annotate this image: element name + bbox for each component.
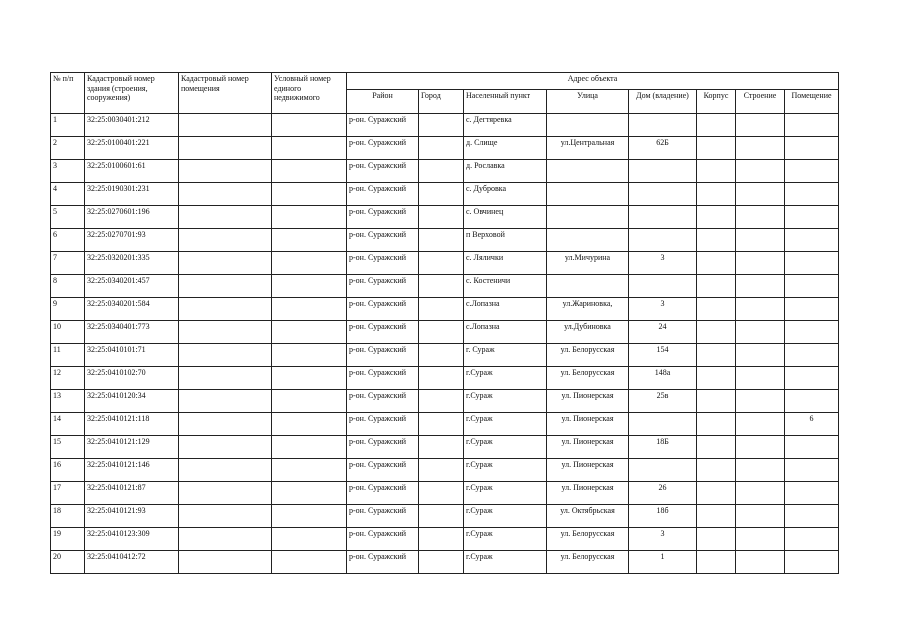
cell-house: 18б: [629, 505, 697, 528]
cell-city: [419, 528, 464, 551]
cell-num: 17: [51, 482, 85, 505]
table-row: [51, 367, 839, 390]
cell-building-cadastral: 32:25:0410101:71: [85, 344, 179, 367]
cell-korpus: [697, 298, 736, 321]
cell-conditional-number: [272, 528, 347, 551]
table-row: [51, 390, 839, 413]
cell-district: р-он. Суражский: [347, 183, 419, 206]
cell-korpus: [697, 114, 736, 137]
cell-street: ул.Центральная: [547, 137, 629, 160]
table-row: [51, 275, 839, 298]
cell-locality: д. Слище: [464, 137, 547, 160]
cell-stroenie: [736, 137, 785, 160]
cell-street: [547, 160, 629, 183]
cell-house: 26: [629, 482, 697, 505]
cell-city: [419, 436, 464, 459]
cell-city: [419, 160, 464, 183]
cell-korpus: [697, 344, 736, 367]
cell-pomeshchenie: [785, 321, 839, 344]
header-stroenie: Строение: [736, 90, 785, 114]
header-building-cadastral: Кадастровый номер здания (строения, сооружения): [85, 73, 179, 114]
cell-house: 24: [629, 321, 697, 344]
cell-premises-cadastral: [179, 528, 272, 551]
cell-street: ул.Жариновка,: [547, 298, 629, 321]
header-pomeshchenie: Помещение: [785, 90, 839, 114]
cell-stroenie: [736, 206, 785, 229]
cell-house: [629, 114, 697, 137]
cell-locality: г.Сураж: [464, 551, 547, 574]
cell-city: [419, 252, 464, 275]
cell-street: [547, 206, 629, 229]
table-row: [51, 459, 839, 482]
cell-locality: г.Сураж: [464, 528, 547, 551]
cell-korpus: [697, 413, 736, 436]
cell-premises-cadastral: [179, 160, 272, 183]
cell-building-cadastral: 32:25:0410121:118: [85, 413, 179, 436]
cell-conditional-number: [272, 459, 347, 482]
cell-city: [419, 275, 464, 298]
cell-premises-cadastral: [179, 275, 272, 298]
cell-district: р-он. Суражский: [347, 275, 419, 298]
cell-street: ул. Октябрьская: [547, 505, 629, 528]
cell-building-cadastral: 32:25:0340401:773: [85, 321, 179, 344]
cell-building-cadastral: 32:25:0270601:196: [85, 206, 179, 229]
cell-city: [419, 114, 464, 137]
cell-building-cadastral: 32:25:0410120:34: [85, 390, 179, 413]
cell-korpus: [697, 206, 736, 229]
cell-stroenie: [736, 229, 785, 252]
cell-locality: д. Рославка: [464, 160, 547, 183]
cell-stroenie: [736, 482, 785, 505]
cell-building-cadastral: 32:25:0410412:72: [85, 551, 179, 574]
header-district: Район: [347, 90, 419, 114]
cell-stroenie: [736, 459, 785, 482]
cell-street: ул. Белорусская: [547, 528, 629, 551]
cell-district: р-он. Суражский: [347, 114, 419, 137]
cell-korpus: [697, 528, 736, 551]
cell-num: 4: [51, 183, 85, 206]
cell-conditional-number: [272, 551, 347, 574]
cell-street: ул. Белорусская: [547, 551, 629, 574]
cell-locality: с. Лялички: [464, 252, 547, 275]
table-row: [51, 137, 839, 160]
cell-pomeshchenie: [785, 459, 839, 482]
cell-premises-cadastral: [179, 137, 272, 160]
cell-district: р-он. Суражский: [347, 160, 419, 183]
cell-street: ул. Пионерская: [547, 436, 629, 459]
cell-premises-cadastral: [179, 344, 272, 367]
cell-num: 15: [51, 436, 85, 459]
cell-building-cadastral: 32:25:0410123:309: [85, 528, 179, 551]
table-row: [51, 528, 839, 551]
cell-house: [629, 206, 697, 229]
cell-premises-cadastral: [179, 413, 272, 436]
cell-stroenie: [736, 551, 785, 574]
cell-premises-cadastral: [179, 367, 272, 390]
table-row: [51, 344, 839, 367]
cell-premises-cadastral: [179, 459, 272, 482]
cell-building-cadastral: 32:25:0270701:93: [85, 229, 179, 252]
cell-conditional-number: [272, 367, 347, 390]
cell-building-cadastral: 32:25:0100601:61: [85, 160, 179, 183]
cell-pomeshchenie: [785, 528, 839, 551]
cell-locality: с. Дегтяревка: [464, 114, 547, 137]
header-num: № п/п: [51, 73, 85, 114]
cell-conditional-number: [272, 252, 347, 275]
cell-pomeshchenie: [785, 436, 839, 459]
cell-locality: г.Сураж: [464, 367, 547, 390]
table-row: [51, 436, 839, 459]
cell-district: р-он. Суражский: [347, 551, 419, 574]
cell-num: 7: [51, 252, 85, 275]
cell-street: ул. Белорусская: [547, 367, 629, 390]
cell-korpus: [697, 390, 736, 413]
cell-stroenie: [736, 344, 785, 367]
cell-num: 5: [51, 206, 85, 229]
table-row: [51, 183, 839, 206]
cell-district: р-он. Суражский: [347, 298, 419, 321]
cell-locality: г.Сураж: [464, 482, 547, 505]
cell-house: [629, 275, 697, 298]
cell-korpus: [697, 183, 736, 206]
table-row: [51, 206, 839, 229]
cell-korpus: [697, 229, 736, 252]
cell-premises-cadastral: [179, 505, 272, 528]
cell-city: [419, 321, 464, 344]
cell-locality: п Верховой: [464, 229, 547, 252]
table-row: [51, 229, 839, 252]
cell-premises-cadastral: [179, 229, 272, 252]
cell-street: [547, 229, 629, 252]
cell-building-cadastral: 32:25:0410121:129: [85, 436, 179, 459]
cell-conditional-number: [272, 206, 347, 229]
cell-city: [419, 413, 464, 436]
cell-stroenie: [736, 436, 785, 459]
cell-num: 9: [51, 298, 85, 321]
cell-house: [629, 229, 697, 252]
cell-stroenie: [736, 298, 785, 321]
cell-conditional-number: [272, 183, 347, 206]
cell-conditional-number: [272, 321, 347, 344]
cell-city: [419, 183, 464, 206]
table-row: [51, 160, 839, 183]
cell-korpus: [697, 321, 736, 344]
cell-building-cadastral: 32:25:0340201:584: [85, 298, 179, 321]
cell-premises-cadastral: [179, 252, 272, 275]
header-house: Дом (владение): [629, 90, 697, 114]
cell-building-cadastral: 32:25:0410102:70: [85, 367, 179, 390]
cell-district: р-он. Суражский: [347, 252, 419, 275]
cell-house: [629, 160, 697, 183]
cell-premises-cadastral: [179, 321, 272, 344]
cell-num: 10: [51, 321, 85, 344]
cell-conditional-number: [272, 160, 347, 183]
cell-city: [419, 137, 464, 160]
cell-korpus: [697, 367, 736, 390]
cell-stroenie: [736, 505, 785, 528]
cell-conditional-number: [272, 482, 347, 505]
cell-stroenie: [736, 160, 785, 183]
cell-num: 13: [51, 390, 85, 413]
cell-city: [419, 482, 464, 505]
cell-house: 148а: [629, 367, 697, 390]
cell-korpus: [697, 505, 736, 528]
cell-building-cadastral: 32:25:0410121:93: [85, 505, 179, 528]
cell-house: [629, 459, 697, 482]
cell-city: [419, 206, 464, 229]
cell-house: 3: [629, 298, 697, 321]
cell-num: 12: [51, 367, 85, 390]
cell-premises-cadastral: [179, 114, 272, 137]
table-row: [51, 321, 839, 344]
cell-conditional-number: [272, 137, 347, 160]
table-row: [51, 114, 839, 137]
table-body: [51, 114, 839, 574]
cell-korpus: [697, 482, 736, 505]
cell-korpus: [697, 436, 736, 459]
cell-pomeshchenie: [785, 390, 839, 413]
cell-korpus: [697, 160, 736, 183]
cell-pomeshchenie: [785, 229, 839, 252]
cell-num: 1: [51, 114, 85, 137]
cell-stroenie: [736, 413, 785, 436]
cell-district: р-он. Суражский: [347, 505, 419, 528]
cell-city: [419, 505, 464, 528]
cell-house: 3: [629, 528, 697, 551]
cell-num: 8: [51, 275, 85, 298]
cell-conditional-number: [272, 298, 347, 321]
cell-city: [419, 551, 464, 574]
cell-street: ул. Пионерская: [547, 390, 629, 413]
cell-korpus: [697, 275, 736, 298]
cell-stroenie: [736, 252, 785, 275]
cell-pomeshchenie: [785, 505, 839, 528]
cell-locality: г.Сураж: [464, 505, 547, 528]
cell-locality: г.Сураж: [464, 436, 547, 459]
cell-pomeshchenie: [785, 344, 839, 367]
cell-num: 3: [51, 160, 85, 183]
cell-district: р-он. Суражский: [347, 413, 419, 436]
table-row: [51, 298, 839, 321]
cell-conditional-number: [272, 344, 347, 367]
cell-pomeshchenie: [785, 275, 839, 298]
cell-house: [629, 183, 697, 206]
header-premises-cadastral: Кадастровый номер помещения: [179, 73, 272, 114]
cell-pomeshchenie: 6: [785, 413, 839, 436]
cell-street: ул. Белорусская: [547, 344, 629, 367]
cell-num: 2: [51, 137, 85, 160]
property-registry-table: [50, 72, 839, 574]
cell-locality: с. Дубровка: [464, 183, 547, 206]
cell-building-cadastral: 32:25:0190301:231: [85, 183, 179, 206]
cell-house: 3: [629, 252, 697, 275]
cell-num: 14: [51, 413, 85, 436]
cell-building-cadastral: 32:25:0410121:146: [85, 459, 179, 482]
cell-premises-cadastral: [179, 482, 272, 505]
cell-premises-cadastral: [179, 183, 272, 206]
cell-building-cadastral: 32:25:0030401:212: [85, 114, 179, 137]
header-korpus: Корпус: [697, 90, 736, 114]
cell-city: [419, 459, 464, 482]
cell-stroenie: [736, 367, 785, 390]
header-conditional-number: Условный номер единого недвижимого: [272, 73, 347, 114]
cell-building-cadastral: 32:25:0100401:221: [85, 137, 179, 160]
cell-stroenie: [736, 114, 785, 137]
table-row: [51, 551, 839, 574]
cell-locality: г. Сураж: [464, 344, 547, 367]
cell-conditional-number: [272, 114, 347, 137]
cell-num: 11: [51, 344, 85, 367]
cell-conditional-number: [272, 390, 347, 413]
cell-conditional-number: [272, 229, 347, 252]
cell-num: 6: [51, 229, 85, 252]
cell-building-cadastral: 32:25:0320201:335: [85, 252, 179, 275]
cell-district: р-он. Суражский: [347, 390, 419, 413]
cell-city: [419, 298, 464, 321]
cell-district: р-он. Суражский: [347, 436, 419, 459]
cell-pomeshchenie: [785, 298, 839, 321]
cell-stroenie: [736, 528, 785, 551]
cell-premises-cadastral: [179, 551, 272, 574]
cell-locality: г.Сураж: [464, 459, 547, 482]
cell-korpus: [697, 252, 736, 275]
cell-city: [419, 367, 464, 390]
cell-korpus: [697, 459, 736, 482]
header-address-group: Адрес объекта: [347, 73, 839, 90]
cell-street: [547, 183, 629, 206]
table-row: [51, 413, 839, 436]
cell-locality: с. Овчинец: [464, 206, 547, 229]
cell-pomeshchenie: [785, 183, 839, 206]
cell-district: р-он. Суражский: [347, 321, 419, 344]
cell-pomeshchenie: [785, 114, 839, 137]
cell-street: ул.Дубиновка: [547, 321, 629, 344]
cell-district: р-он. Суражский: [347, 206, 419, 229]
cell-pomeshchenie: [785, 206, 839, 229]
cell-locality: с.Лопазна: [464, 298, 547, 321]
cell-pomeshchenie: [785, 367, 839, 390]
cell-pomeshchenie: [785, 137, 839, 160]
cell-house: 1: [629, 551, 697, 574]
cell-district: р-он. Суражский: [347, 229, 419, 252]
cell-locality: с. Костеничи: [464, 275, 547, 298]
cell-house: 25в: [629, 390, 697, 413]
cell-stroenie: [736, 275, 785, 298]
cell-conditional-number: [272, 275, 347, 298]
table-row: [51, 252, 839, 275]
cell-stroenie: [736, 321, 785, 344]
cell-locality: г.Сураж: [464, 390, 547, 413]
cell-street: ул. Пионерская: [547, 413, 629, 436]
cell-premises-cadastral: [179, 206, 272, 229]
cell-district: р-он. Суражский: [347, 367, 419, 390]
header-locality: Населенный пункт: [464, 90, 547, 114]
cell-korpus: [697, 551, 736, 574]
cell-district: р-он. Суражский: [347, 482, 419, 505]
cell-conditional-number: [272, 505, 347, 528]
cell-pomeshchenie: [785, 551, 839, 574]
cell-num: 20: [51, 551, 85, 574]
cell-district: р-он. Суражский: [347, 137, 419, 160]
table-row: [51, 505, 839, 528]
cell-num: 16: [51, 459, 85, 482]
cell-district: р-он. Суражский: [347, 528, 419, 551]
cell-conditional-number: [272, 413, 347, 436]
cell-building-cadastral: 32:25:0410121:87: [85, 482, 179, 505]
cell-street: [547, 275, 629, 298]
cell-locality: с.Лопазна: [464, 321, 547, 344]
cell-korpus: [697, 137, 736, 160]
cell-pomeshchenie: [785, 482, 839, 505]
cell-house: [629, 413, 697, 436]
cell-locality: г.Сураж: [464, 413, 547, 436]
cell-street: [547, 114, 629, 137]
cell-city: [419, 229, 464, 252]
cell-stroenie: [736, 390, 785, 413]
header-street: Улица: [547, 90, 629, 114]
cell-num: 18: [51, 505, 85, 528]
cell-premises-cadastral: [179, 436, 272, 459]
cell-pomeshchenie: [785, 160, 839, 183]
cell-premises-cadastral: [179, 390, 272, 413]
cell-stroenie: [736, 183, 785, 206]
cell-street: ул.Мичурина: [547, 252, 629, 275]
cell-street: ул. Пионерская: [547, 482, 629, 505]
cell-premises-cadastral: [179, 298, 272, 321]
table-row: [51, 482, 839, 505]
cell-district: р-он. Суражский: [347, 344, 419, 367]
cell-pomeshchenie: [785, 252, 839, 275]
cell-num: 19: [51, 528, 85, 551]
cell-building-cadastral: 32:25:0340201:457: [85, 275, 179, 298]
cell-street: ул. Пионерская: [547, 459, 629, 482]
cell-city: [419, 344, 464, 367]
cell-house: 18Б: [629, 436, 697, 459]
cell-city: [419, 390, 464, 413]
cell-conditional-number: [272, 436, 347, 459]
header-city: Город: [419, 90, 464, 114]
cell-district: р-он. Суражский: [347, 459, 419, 482]
cell-house: 154: [629, 344, 697, 367]
cell-house: 62Б: [629, 137, 697, 160]
